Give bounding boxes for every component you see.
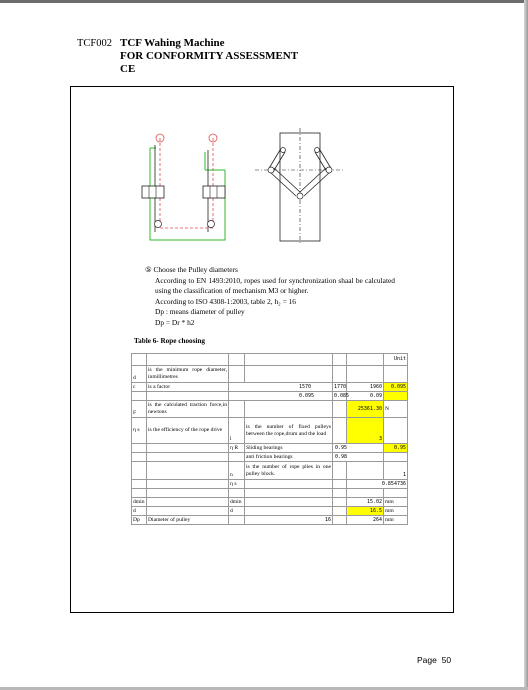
- step-marker: ⑤: [145, 265, 152, 274]
- dmin-value: 15.02: [347, 498, 384, 507]
- scissor-mechanism-drawing: [255, 128, 345, 244]
- symbol-n: n: [229, 462, 245, 480]
- rope-choosing-table: [131, 353, 408, 525]
- desc-l: is the number of fixed pulleys between the rope,drum and the load: [245, 418, 333, 444]
- desc-eta-s: is the efficiency of the rope drive: [147, 418, 229, 444]
- page-label: Page: [417, 655, 437, 665]
- symbol-d2-2: d: [229, 507, 245, 516]
- c-value-2: 1770: [334, 383, 347, 390]
- c-value-3: 1960: [347, 383, 384, 392]
- page-number: [417, 655, 451, 665]
- page-value: 50: [441, 655, 452, 665]
- dp-definition-text: Dp : means diameter of pulley: [155, 307, 245, 316]
- symbol-eta-s-result: η s: [229, 480, 245, 489]
- symbol-d2: d: [132, 507, 147, 516]
- table-row: [132, 453, 408, 462]
- table-row: [132, 498, 408, 507]
- pulley-diameter-section: [145, 265, 395, 328]
- table-row: [132, 489, 408, 498]
- desc-F: is the calculated traction force,in newtons: [147, 401, 229, 418]
- d2-unit: mm: [384, 507, 408, 516]
- symbol-dmin-2: dmin: [229, 498, 245, 507]
- symbol-Dp: Dp: [132, 516, 147, 525]
- left-drum: [142, 186, 164, 198]
- symbol-c: c: [132, 383, 147, 392]
- eta-s-value: 0.854736: [347, 480, 408, 489]
- Dp-value-1: 16: [245, 516, 333, 525]
- anti-value: 0.98: [333, 453, 384, 462]
- table-row: [132, 383, 408, 392]
- Dp-unit: mm: [384, 516, 408, 525]
- table-row: [132, 444, 408, 453]
- desc-d: is the minimum rope diameter, inmillimetres: [147, 366, 229, 383]
- step-heading: Choose the Pulley diameters: [153, 265, 238, 274]
- standard-requirement-text: According to EN 1493:2010, ropes used for synchronization shaal be calculated using the classification of mechanism M3 or higher.: [155, 275, 395, 295]
- d2-value: 16.5: [347, 507, 384, 516]
- title-line-2: FOR CONFORMITY ASSESSMENT: [120, 50, 299, 62]
- symbol-eta-s: η s: [132, 418, 147, 444]
- F-value: 25361.30: [347, 401, 384, 418]
- table-row: [132, 366, 408, 383]
- c2-value-3: 0.09: [347, 392, 384, 401]
- iso-reference-text: According to ISO 4308-1:2003, table 2, h₂ = 16: [155, 296, 296, 306]
- table-row: [132, 480, 408, 489]
- table-row: [132, 354, 408, 366]
- dmin-unit: mm: [384, 498, 408, 507]
- desc-n: is the number of rope plies in one pulley block.: [245, 462, 333, 480]
- table-row: [132, 516, 408, 525]
- unit-header: Unit: [384, 354, 408, 366]
- rope-layout-drawing: [142, 134, 225, 240]
- l-value: 3: [347, 418, 384, 444]
- table-row: [132, 507, 408, 516]
- symbol-eta-R: η R: [229, 444, 245, 453]
- table-row: [132, 392, 408, 401]
- dp-formula-text: Dp = Dr * h2: [155, 317, 195, 327]
- title-line-1: TCF Wahing Machine: [120, 37, 225, 49]
- c-value-1: 1570: [229, 383, 333, 392]
- symbol-dmin: dmin: [133, 498, 145, 505]
- symbol-d: d: [132, 366, 147, 383]
- document-id: TCF002: [77, 38, 113, 49]
- etaR-value-1: 0.95: [333, 444, 384, 453]
- table-row: [132, 462, 408, 480]
- n-value: 1: [384, 462, 408, 480]
- table-row: [132, 418, 408, 444]
- c-value-4: 0.095: [384, 383, 408, 392]
- desc-c: is a factor: [147, 383, 229, 392]
- symbol-l: l: [229, 418, 245, 444]
- desc-sliding: Sliding bearings: [245, 444, 333, 453]
- c2-value-2: 0.085: [334, 392, 350, 399]
- symbol-F: F: [132, 401, 147, 418]
- step-heading-line: [145, 265, 395, 276]
- desc-Dp: Diameter of pulley: [147, 516, 229, 525]
- right-drum: [203, 186, 225, 198]
- c2-value-1: 0.095: [229, 392, 333, 401]
- etaR-value-2: 0.95: [384, 444, 408, 453]
- F-unit: N: [384, 401, 408, 418]
- title-line-3: CE: [120, 63, 136, 75]
- table-row: [132, 401, 408, 418]
- Dp-value: 264: [347, 516, 384, 525]
- desc-anti-friction: anti friction bearings: [245, 453, 333, 462]
- table-title: Table 6- Rope choosing: [134, 337, 206, 345]
